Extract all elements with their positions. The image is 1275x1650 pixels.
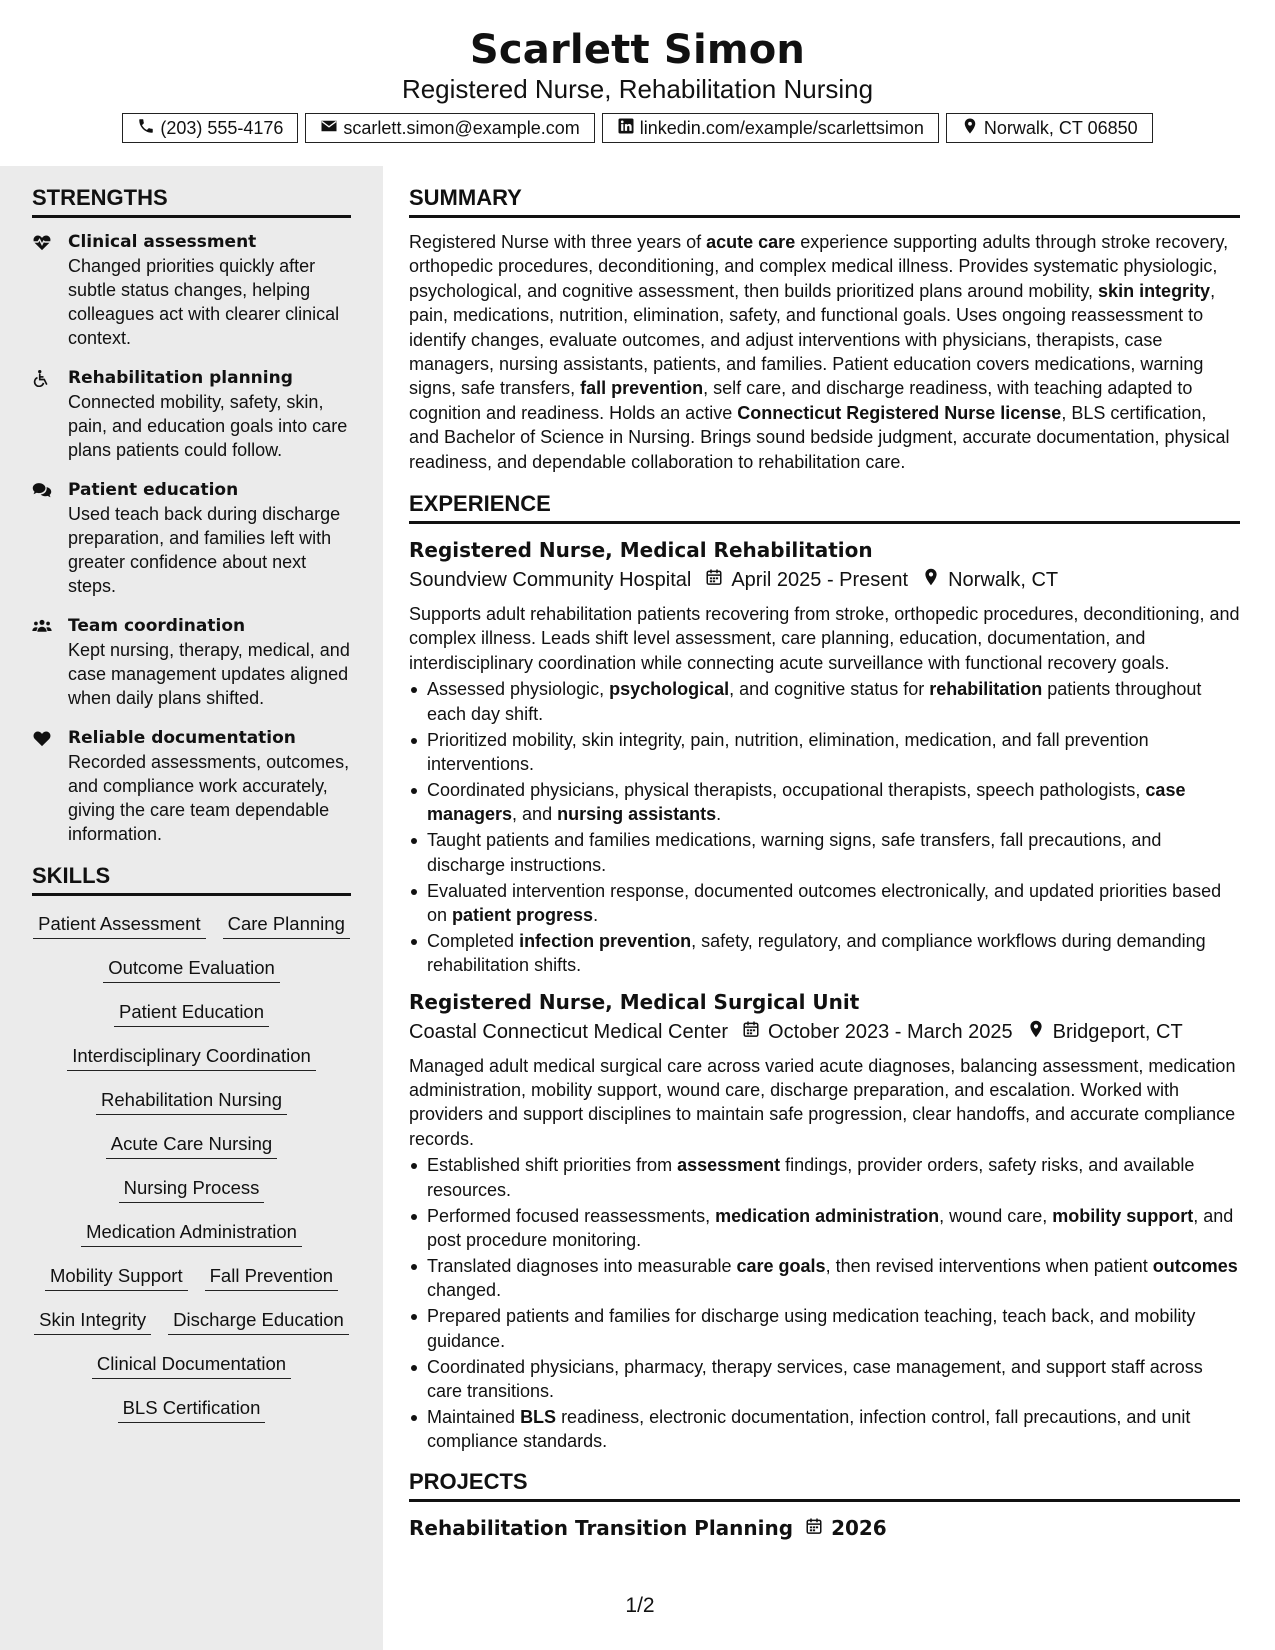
location-text: Norwalk, CT 06850 [983, 117, 1138, 138]
job-title: Registered Nurse, Medical Surgical Unit [409, 989, 860, 1014]
job-employer: Coastal Connecticut Medical Center [409, 1020, 729, 1043]
bullet-item: Completed infection prevention, safety, regulatory, and compliance workflows during demanding rehabilitation shifts. [409, 929, 1240, 978]
bold-keyword: care goals [736, 1255, 826, 1276]
skill-tag: Care Planning [223, 912, 350, 939]
heart-icon [32, 726, 54, 846]
projects-heading: PROJECTS [409, 1468, 1240, 1502]
summary-heading: SUMMARY [409, 184, 1240, 218]
strength-title: Rehabilitation planning [68, 368, 293, 388]
skills-heading: SKILLS [32, 862, 351, 896]
bullet-item: Translated diagnoses into measurable care goals, then revised interventions when patient outcomes changed. [409, 1254, 1240, 1303]
strength-item [32, 478, 351, 598]
skill-tag: Outcome Evaluation [103, 956, 280, 983]
bold-keyword: case managers [427, 779, 1186, 825]
bold-keyword: assessment [677, 1155, 781, 1176]
job-description: Supports adult rehabilitation patients recovering from stroke, orthopedic procedures, deconditioning, and complex illness. Leads shift level assessment, care planning, education, documentation, and interdisciplinary coordination while connecting acute surveillance with functional recovery goals. [409, 604, 1240, 673]
users-icon [32, 614, 54, 710]
bold-keyword: nursing assistants [557, 804, 717, 825]
bullet-item: Coordinated physicians, physical therapists, occupational therapists, speech pathologists, case managers, and nursing assistants. [409, 778, 1240, 827]
bullet-item: Established shift priorities from assessment findings, provider orders, safety risks, and available resources. [409, 1153, 1240, 1202]
skill-tag: Rehabilitation Nursing [96, 1088, 287, 1115]
envelope-icon [320, 117, 338, 140]
project-title: Rehabilitation Transition Planning [409, 1515, 794, 1540]
bold-keyword: acute care [706, 232, 796, 252]
bold-keyword: Connecticut Registered Nurse license [737, 402, 1062, 423]
job-location: Bridgeport, CT [1052, 1020, 1183, 1043]
summary-text: Registered Nurse with three years of acute care experience supporting adults through stroke recovery, orthopedic procedures, deconditioning, and complex medical illness. Provides systematic physiologic, psychological, and cognitive assessment, then builds prioritized plans around mobility, skin integrity, pain, medications, nutrition, elimination, safety, and functional goals. Uses ongoing reassessment to identify changes, evaluate outcomes, and adjust interventions with physicians, therapists, case managers, nursing assistants, patients, and families. Patient education covers medications, warning signs, safe transfers, fall prevention, self care, and discharge readiness, with teaching adapted to cognition and readiness. Holds an active Connecticut Registered Nurse license, BLS certification, and Bachelor of Science in Nursing. Brings sound bedside judgment, accurate documentation, physical readiness, and dependable collaboration to rehabilitation care. [409, 232, 1230, 472]
map-pin-icon [908, 566, 948, 594]
bullet-item: Taught patients and families medications, warning signs, safe transfers, fall precautions, and discharge instructions. [409, 828, 1240, 877]
bullet-item: Maintained BLS readiness, electronic documentation, infection control, fall precautions, and unit compliance standards. [409, 1405, 1240, 1454]
skill-tag: Nursing Process [119, 1176, 265, 1203]
strength-title: Clinical assessment [68, 232, 257, 252]
contact-location [946, 113, 1153, 143]
calendar-icon [691, 566, 731, 594]
job-meta [409, 566, 1240, 594]
strength-desc: Connected mobility, safety, skin, pain, and education goals into care plans patients could follow. [68, 392, 348, 460]
bullet-item: Prepared patients and families for discharge using medication teaching, teach back, and mobility guidance. [409, 1304, 1240, 1353]
bold-keyword: outcomes [1152, 1255, 1238, 1276]
strength-item [32, 726, 351, 846]
job-location: Norwalk, CT [948, 569, 1059, 592]
bullet-item: Performed focused reassessments, medication administration, wound care, mobility support, and post procedure monitoring. [409, 1204, 1240, 1253]
wheelchair-icon [32, 366, 54, 462]
resume-header [0, 0, 1275, 166]
job-bullets [409, 677, 1240, 977]
comments-icon [32, 478, 54, 598]
skill-tag: Skin Integrity [34, 1308, 151, 1335]
bullet-item: Prioritized mobility, skin integrity, pain, nutrition, elimination, medication, and fall prevention interventions. [409, 728, 1240, 777]
strength-title: Patient education [68, 480, 239, 500]
job-employer: Soundview Community Hospital [409, 569, 692, 592]
strength-desc: Changed priorities quickly after subtle status changes, helping colleagues act with clearer clinical context. [68, 256, 340, 348]
skill-tag: Patient Assessment [33, 912, 205, 939]
candidate-name: Scarlett Simon [469, 27, 806, 73]
contact-phone [122, 113, 298, 143]
strength-title: Team coordination [68, 616, 246, 636]
linkedin-icon [617, 117, 635, 140]
strength-item [32, 230, 351, 350]
bullet-item: Coordinated physicians, pharmacy, therapy services, case management, and support staff across care transitions. [409, 1355, 1240, 1404]
project-date: 2026 [831, 1515, 887, 1540]
project-entry [409, 1514, 1240, 1542]
job-meta [409, 1018, 1240, 1046]
bold-keyword: psychological [609, 679, 730, 700]
skill-tag: Interdisciplinary Coordination [67, 1044, 316, 1071]
main-column [383, 166, 1275, 1650]
map-pin-icon [961, 117, 979, 140]
skill-tag: Clinical Documentation [92, 1352, 291, 1379]
skill-tag: Discharge Education [168, 1308, 349, 1335]
strength-desc: Used teach back during discharge preparation, and families left with greater confidence about next steps. [68, 504, 341, 596]
strength-desc: Kept nursing, therapy, medical, and case management updates aligned when daily plans shifted. [68, 640, 350, 708]
bold-keyword: rehabilitation [929, 679, 1043, 700]
bold-keyword: mobility support [1052, 1205, 1194, 1226]
page-number: 1/2 [625, 1594, 655, 1617]
skills-list [32, 908, 351, 1423]
bullet-item: Assessed physiologic, psychological, and cognitive status for rehabilitation patients throughout each day shift. [409, 677, 1240, 726]
strengths-heading: STRENGTHS [32, 184, 351, 218]
skill-tag: BLS Certification [118, 1396, 266, 1423]
email-text: scarlett.simon@example.com [343, 117, 580, 138]
calendar-icon [793, 1514, 831, 1542]
experience-entry [409, 536, 1240, 978]
skill-tag: Mobility Support [45, 1264, 188, 1291]
bold-keyword: skin integrity [1098, 280, 1211, 301]
skill-tag: Medication Administration [81, 1220, 302, 1247]
skill-tag: Patient Education [114, 1000, 269, 1027]
skill-tag: Fall Prevention [205, 1264, 338, 1291]
phone-icon [137, 117, 155, 140]
calendar-icon [728, 1018, 768, 1046]
job-dates: April 2025 - Present [731, 569, 909, 592]
contact-linkedin [602, 113, 939, 143]
job-dates: October 2023 - March 2025 [768, 1020, 1013, 1043]
strength-desc: Recorded assessments, outcomes, and compliance work accurately, giving the care team dependable information. [68, 752, 350, 844]
bold-keyword: medication administration [715, 1205, 940, 1226]
job-bullets [409, 1153, 1240, 1453]
strength-title: Reliable documentation [68, 728, 296, 748]
experience-entry [409, 988, 1240, 1454]
bullet-item: Evaluated intervention response, documented outcomes electronically, and updated priorities based on patient progress. [409, 879, 1240, 928]
skill-tag: Acute Care Nursing [106, 1132, 277, 1159]
map-pin-icon [1013, 1018, 1053, 1046]
phone-text: (203) 555-4176 [160, 117, 284, 138]
experience-heading: EXPERIENCE [409, 490, 1240, 524]
strength-item [32, 366, 351, 462]
heartbeat-icon [32, 230, 54, 350]
candidate-role: Registered Nurse, Rehabilitation Nursing [401, 74, 874, 104]
bold-keyword: fall prevention [580, 378, 704, 399]
job-description: Managed adult medical surgical care across varied acute diagnoses, balancing assessment, medication administration, mobility support, wound care, discharge preparation, and escalation. Worked with providers and support disciplines to maintain safe progression, clear handoffs, and accurate compliance records. [409, 1055, 1236, 1149]
strength-item [32, 614, 351, 710]
contact-email [305, 113, 594, 143]
bold-keyword: patient progress [452, 904, 594, 925]
job-title: Registered Nurse, Medical Rehabilitation [409, 538, 873, 563]
sidebar [0, 166, 383, 1650]
bold-keyword: infection prevention [519, 930, 692, 951]
linkedin-text: linkedin.com/example/scarlettsimon [639, 117, 924, 138]
contact-bar [0, 113, 1275, 143]
bold-keyword: BLS [520, 1406, 557, 1427]
